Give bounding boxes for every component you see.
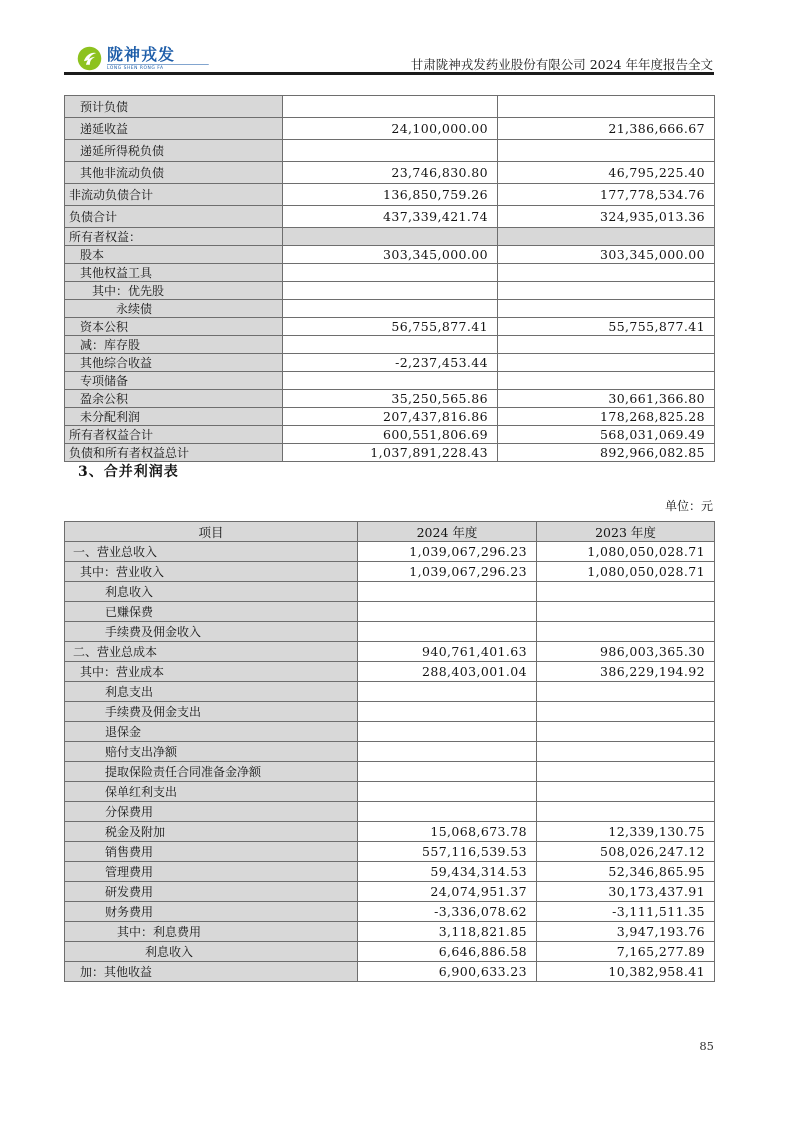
value-2023	[537, 582, 715, 602]
table-row	[65, 822, 715, 842]
line-item-label: 非流动负债合计	[65, 184, 283, 206]
line-item-label: 利息支出	[65, 682, 358, 702]
table-row	[65, 662, 715, 682]
table-row	[65, 922, 715, 942]
table-row	[65, 246, 715, 264]
line-item-label: 未分配利润	[65, 408, 283, 426]
line-item-label: 分保费用	[65, 802, 358, 822]
line-item-label: 提取保险责任合同准备金净额	[65, 762, 358, 782]
line-item-label: 其中：优先股	[65, 282, 283, 300]
table-row	[65, 282, 715, 300]
table-row	[65, 140, 715, 162]
value-2023: 12,339,130.75	[537, 822, 715, 842]
value-2023: 386,229,194.92	[537, 662, 715, 682]
income-statement-table	[64, 521, 715, 982]
line-item-label: 销售费用	[65, 842, 358, 862]
line-item-label: 股本	[65, 246, 283, 264]
line-item-label: 负债和所有者权益总计	[65, 444, 283, 462]
line-item-label: 其中：营业收入	[65, 562, 358, 582]
line-item-label: 二、营业总成本	[65, 642, 358, 662]
line-item-label: 所有者权益合计	[65, 426, 283, 444]
value-2023: 21,386,666.67	[498, 118, 715, 140]
value-2024	[283, 96, 498, 118]
value-2024: 1,037,891,228.43	[283, 444, 498, 462]
value-2024: -2,237,453.44	[283, 354, 498, 372]
value-2023: 30,661,366.80	[498, 390, 715, 408]
value-2024: 35,250,565.86	[283, 390, 498, 408]
value-2024	[358, 802, 537, 822]
value-2024	[358, 622, 537, 642]
table-row	[65, 942, 715, 962]
line-item-label: 加：其他收益	[65, 962, 358, 982]
table-row	[65, 426, 715, 444]
line-item-label: 手续费及佣金收入	[65, 622, 358, 642]
value-2024: 1,039,067,296.23	[358, 542, 537, 562]
line-item-label: 预计负债	[65, 96, 283, 118]
value-2023	[498, 372, 715, 390]
value-2024: -3,336,078.62	[358, 902, 537, 922]
value-2024: 24,100,000.00	[283, 118, 498, 140]
company-logo-text	[107, 46, 210, 75]
line-item-label: 管理费用	[65, 862, 358, 882]
value-2023	[498, 354, 715, 372]
header-divider	[64, 72, 714, 75]
table-row	[65, 902, 715, 922]
value-2024	[283, 300, 498, 318]
value-2023: 508,026,247.12	[537, 842, 715, 862]
line-item-label: 资本公积	[65, 318, 283, 336]
value-2023: 7,165,277.89	[537, 942, 715, 962]
unit-label: 单位：元	[664, 499, 713, 513]
value-2024	[358, 582, 537, 602]
table-row	[65, 562, 715, 582]
line-item-label: 减：库存股	[65, 336, 283, 354]
value-2024: 56,755,877.41	[283, 318, 498, 336]
value-2024: 24,074,951.37	[358, 882, 537, 902]
table-row	[65, 862, 715, 882]
table-header-row	[65, 522, 715, 542]
value-2023	[537, 602, 715, 622]
value-2023: 1,080,050,028.71	[537, 562, 715, 582]
value-2023	[537, 782, 715, 802]
line-item-label: 递延所得税负债	[65, 140, 283, 162]
value-2023: 303,345,000.00	[498, 246, 715, 264]
line-item-label: 负债合计	[65, 206, 283, 228]
company-logo	[77, 46, 210, 75]
line-item-label: 其中：营业成本	[65, 662, 358, 682]
value-2024: 59,434,314.53	[358, 862, 537, 882]
line-item-label: 利息收入	[65, 942, 358, 962]
value-2024: 303,345,000.00	[283, 246, 498, 264]
brand-name-en: LONG SHEN RONG FA	[107, 64, 209, 70]
column-header-2023: 2023 年度	[537, 522, 715, 542]
table-row	[65, 184, 715, 206]
column-header-2024: 2024 年度	[358, 522, 537, 542]
line-item-label: 手续费及佣金支出	[65, 702, 358, 722]
line-item-label: 已赚保费	[65, 602, 358, 622]
table-row	[65, 602, 715, 622]
table-row	[65, 444, 715, 462]
table-row	[65, 882, 715, 902]
value-2023: 177,778,534.76	[498, 184, 715, 206]
table-row	[65, 372, 715, 390]
value-2024	[358, 702, 537, 722]
value-2024	[283, 264, 498, 282]
value-2024: 6,646,886.58	[358, 942, 537, 962]
line-item-label: 盈余公积	[65, 390, 283, 408]
value-2024	[358, 782, 537, 802]
table-row	[65, 96, 715, 118]
value-2024: 557,116,539.53	[358, 842, 537, 862]
value-2024	[358, 762, 537, 782]
income-statement-body	[65, 542, 715, 982]
table-row	[65, 206, 715, 228]
value-2023: 568,031,069.49	[498, 426, 715, 444]
value-2023	[498, 300, 715, 318]
value-2023	[498, 228, 715, 246]
value-2024	[358, 602, 537, 622]
value-2024: 940,761,401.63	[358, 642, 537, 662]
table-row	[65, 682, 715, 702]
value-2024: 15,068,673.78	[358, 822, 537, 842]
value-2023	[498, 264, 715, 282]
line-item-label: 利息收入	[65, 582, 358, 602]
table-row	[65, 354, 715, 372]
report-header-title: 甘肃陇神戎发药业股份有限公司 2024 年年度报告全文	[410, 57, 713, 72]
table-row	[65, 408, 715, 426]
value-2024	[358, 682, 537, 702]
line-item-label: 其他非流动负债	[65, 162, 283, 184]
value-2023	[537, 622, 715, 642]
line-item-label: 其他综合收益	[65, 354, 283, 372]
table-row	[65, 390, 715, 408]
value-2023: 892,966,082.85	[498, 444, 715, 462]
table-row	[65, 762, 715, 782]
value-2024: 600,551,806.69	[283, 426, 498, 444]
section-heading: 3、合并利润表	[78, 464, 179, 480]
table-row	[65, 318, 715, 336]
value-2023: 46,795,225.40	[498, 162, 715, 184]
value-2023	[537, 802, 715, 822]
value-2023	[498, 336, 715, 354]
value-2023: 55,755,877.41	[498, 318, 715, 336]
line-item-label: 退保金	[65, 722, 358, 742]
table-row	[65, 118, 715, 140]
line-item-label: 递延收益	[65, 118, 283, 140]
brand-name-cn: 陇神戎发	[107, 45, 176, 64]
value-2023	[498, 96, 715, 118]
value-2023: 3,947,193.76	[537, 922, 715, 942]
line-item-label: 其中：利息费用	[65, 922, 358, 942]
line-item-label: 赔付支出净额	[65, 742, 358, 762]
value-2023	[537, 722, 715, 742]
line-item-label: 财务费用	[65, 902, 358, 922]
value-2023: -3,111,511.35	[537, 902, 715, 922]
table-row	[65, 802, 715, 822]
value-2023: 30,173,437.91	[537, 882, 715, 902]
balance-sheet-body	[65, 96, 715, 462]
value-2023: 324,935,013.36	[498, 206, 715, 228]
table-row	[65, 582, 715, 602]
value-2023	[537, 742, 715, 762]
table-row	[65, 300, 715, 318]
value-2024: 6,900,633.23	[358, 962, 537, 982]
line-item-label: 其他权益工具	[65, 264, 283, 282]
line-item-label: 一、营业总收入	[65, 542, 358, 562]
value-2024: 207,437,816.86	[283, 408, 498, 426]
table-row	[65, 722, 715, 742]
balance-sheet-table	[64, 95, 715, 462]
table-row	[65, 842, 715, 862]
value-2023	[498, 140, 715, 162]
table-row	[65, 962, 715, 982]
table-row	[65, 162, 715, 184]
line-item-label: 研发费用	[65, 882, 358, 902]
table-row	[65, 336, 715, 354]
value-2024	[283, 336, 498, 354]
line-item-label: 所有者权益：	[65, 228, 283, 246]
table-row	[65, 228, 715, 246]
value-2023: 986,003,365.30	[537, 642, 715, 662]
value-2023	[537, 762, 715, 782]
value-2024	[283, 140, 498, 162]
company-logo-icon	[77, 46, 102, 71]
value-2024: 288,403,001.04	[358, 662, 537, 682]
value-2024	[358, 742, 537, 762]
value-2023	[498, 282, 715, 300]
value-2023: 52,346,865.95	[537, 862, 715, 882]
value-2024: 136,850,759.26	[283, 184, 498, 206]
table-row	[65, 542, 715, 562]
value-2024: 3,118,821.85	[358, 922, 537, 942]
table-row	[65, 264, 715, 282]
value-2024	[283, 372, 498, 390]
column-header-item: 项目	[65, 522, 358, 542]
value-2024: 1,039,067,296.23	[358, 562, 537, 582]
line-item-label: 保单红利支出	[65, 782, 358, 802]
value-2024	[358, 722, 537, 742]
table-row	[65, 742, 715, 762]
value-2023	[537, 702, 715, 722]
table-row	[65, 782, 715, 802]
page-number: 85	[699, 1039, 714, 1053]
line-item-label: 永续债	[65, 300, 283, 318]
value-2024	[283, 228, 498, 246]
value-2023: 1,080,050,028.71	[537, 542, 715, 562]
table-row	[65, 642, 715, 662]
value-2023: 178,268,825.28	[498, 408, 715, 426]
value-2024: 437,339,421.74	[283, 206, 498, 228]
line-item-label: 税金及附加	[65, 822, 358, 842]
table-row	[65, 622, 715, 642]
line-item-label: 专项储备	[65, 372, 283, 390]
value-2024: 23,746,830.80	[283, 162, 498, 184]
value-2024	[283, 282, 498, 300]
table-row	[65, 702, 715, 722]
value-2023: 10,382,958.41	[537, 962, 715, 982]
value-2023	[537, 682, 715, 702]
